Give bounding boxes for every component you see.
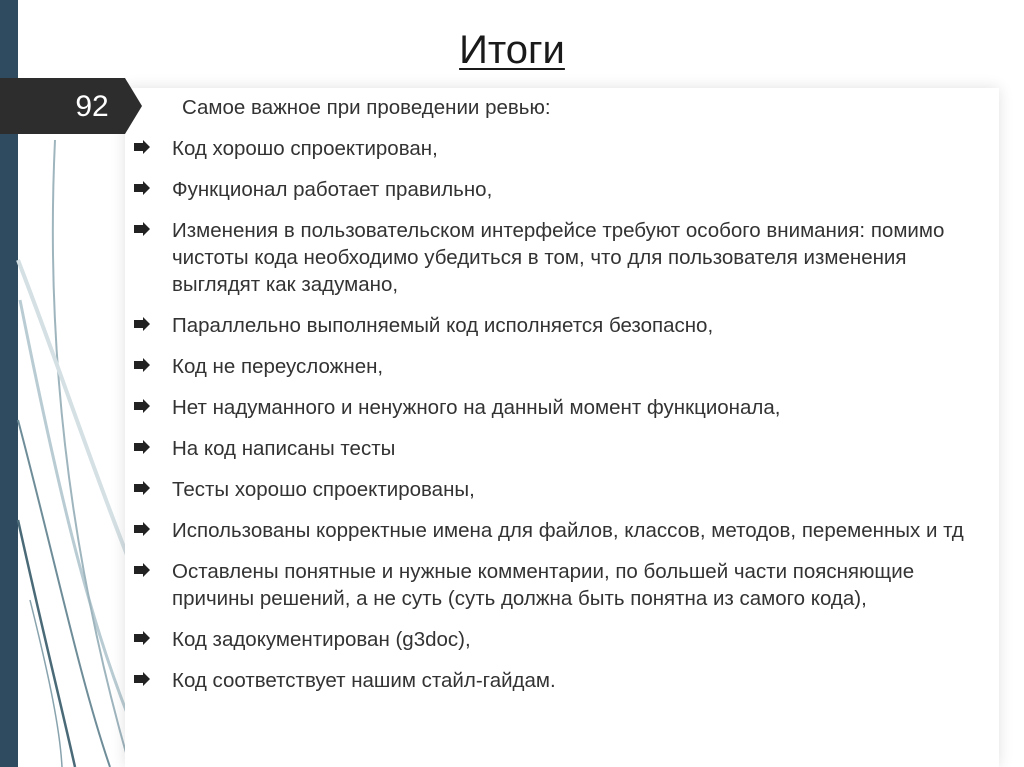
bullet-list	[132, 135, 992, 694]
arrow-bullet-icon	[134, 672, 150, 686]
slide-number: 92	[75, 90, 109, 123]
arrow-bullet-icon	[134, 140, 150, 154]
list-item: Нет надуманного и ненужного на данный момент функционала,	[132, 394, 992, 421]
list-item: Оставлены понятные и нужные комментарии, по большей части поясняющие причины решений, а не суть (суть должна быть понятна из самого кода),	[132, 558, 992, 612]
arrow-bullet-icon	[134, 358, 150, 372]
list-item: Параллельно выполняемый код исполняется безопасно,	[132, 312, 992, 339]
arrow-bullet-icon	[134, 317, 150, 331]
list-item: На код написаны тесты	[132, 435, 992, 462]
slide-content	[132, 94, 992, 708]
list-item: Изменения в пользовательском интерфейсе требуют особого внимания: помимо чистоты кода необходимо убедиться в том, что для пользователя изменения выглядят как задумано,	[132, 217, 992, 298]
arrow-bullet-icon	[134, 631, 150, 645]
list-item: Функционал работает правильно,	[132, 176, 992, 203]
arrow-bullet-icon	[134, 440, 150, 454]
intro-text: Самое важное при проведении ревью:	[182, 96, 551, 119]
arrow-bullet-icon	[134, 181, 150, 195]
arrow-bullet-icon	[134, 481, 150, 495]
list-item: Код соответствует нашим стайл-гайдам.	[132, 667, 992, 694]
list-item: Тесты хорошо спроектированы,	[132, 476, 992, 503]
slide-title: Итоги	[459, 28, 565, 72]
arrow-bullet-icon	[134, 522, 150, 536]
list-item: Использованы корректные имена для файлов, классов, методов, переменных и тд	[132, 517, 992, 544]
list-item: Код хорошо спроектирован,	[132, 135, 992, 162]
arrow-bullet-icon	[134, 563, 150, 577]
list-item: Код задокументирован (g3doc),	[132, 626, 992, 653]
list-item: Код не переусложнен,	[132, 353, 992, 380]
arrow-bullet-icon	[134, 399, 150, 413]
arrow-bullet-icon	[134, 222, 150, 236]
